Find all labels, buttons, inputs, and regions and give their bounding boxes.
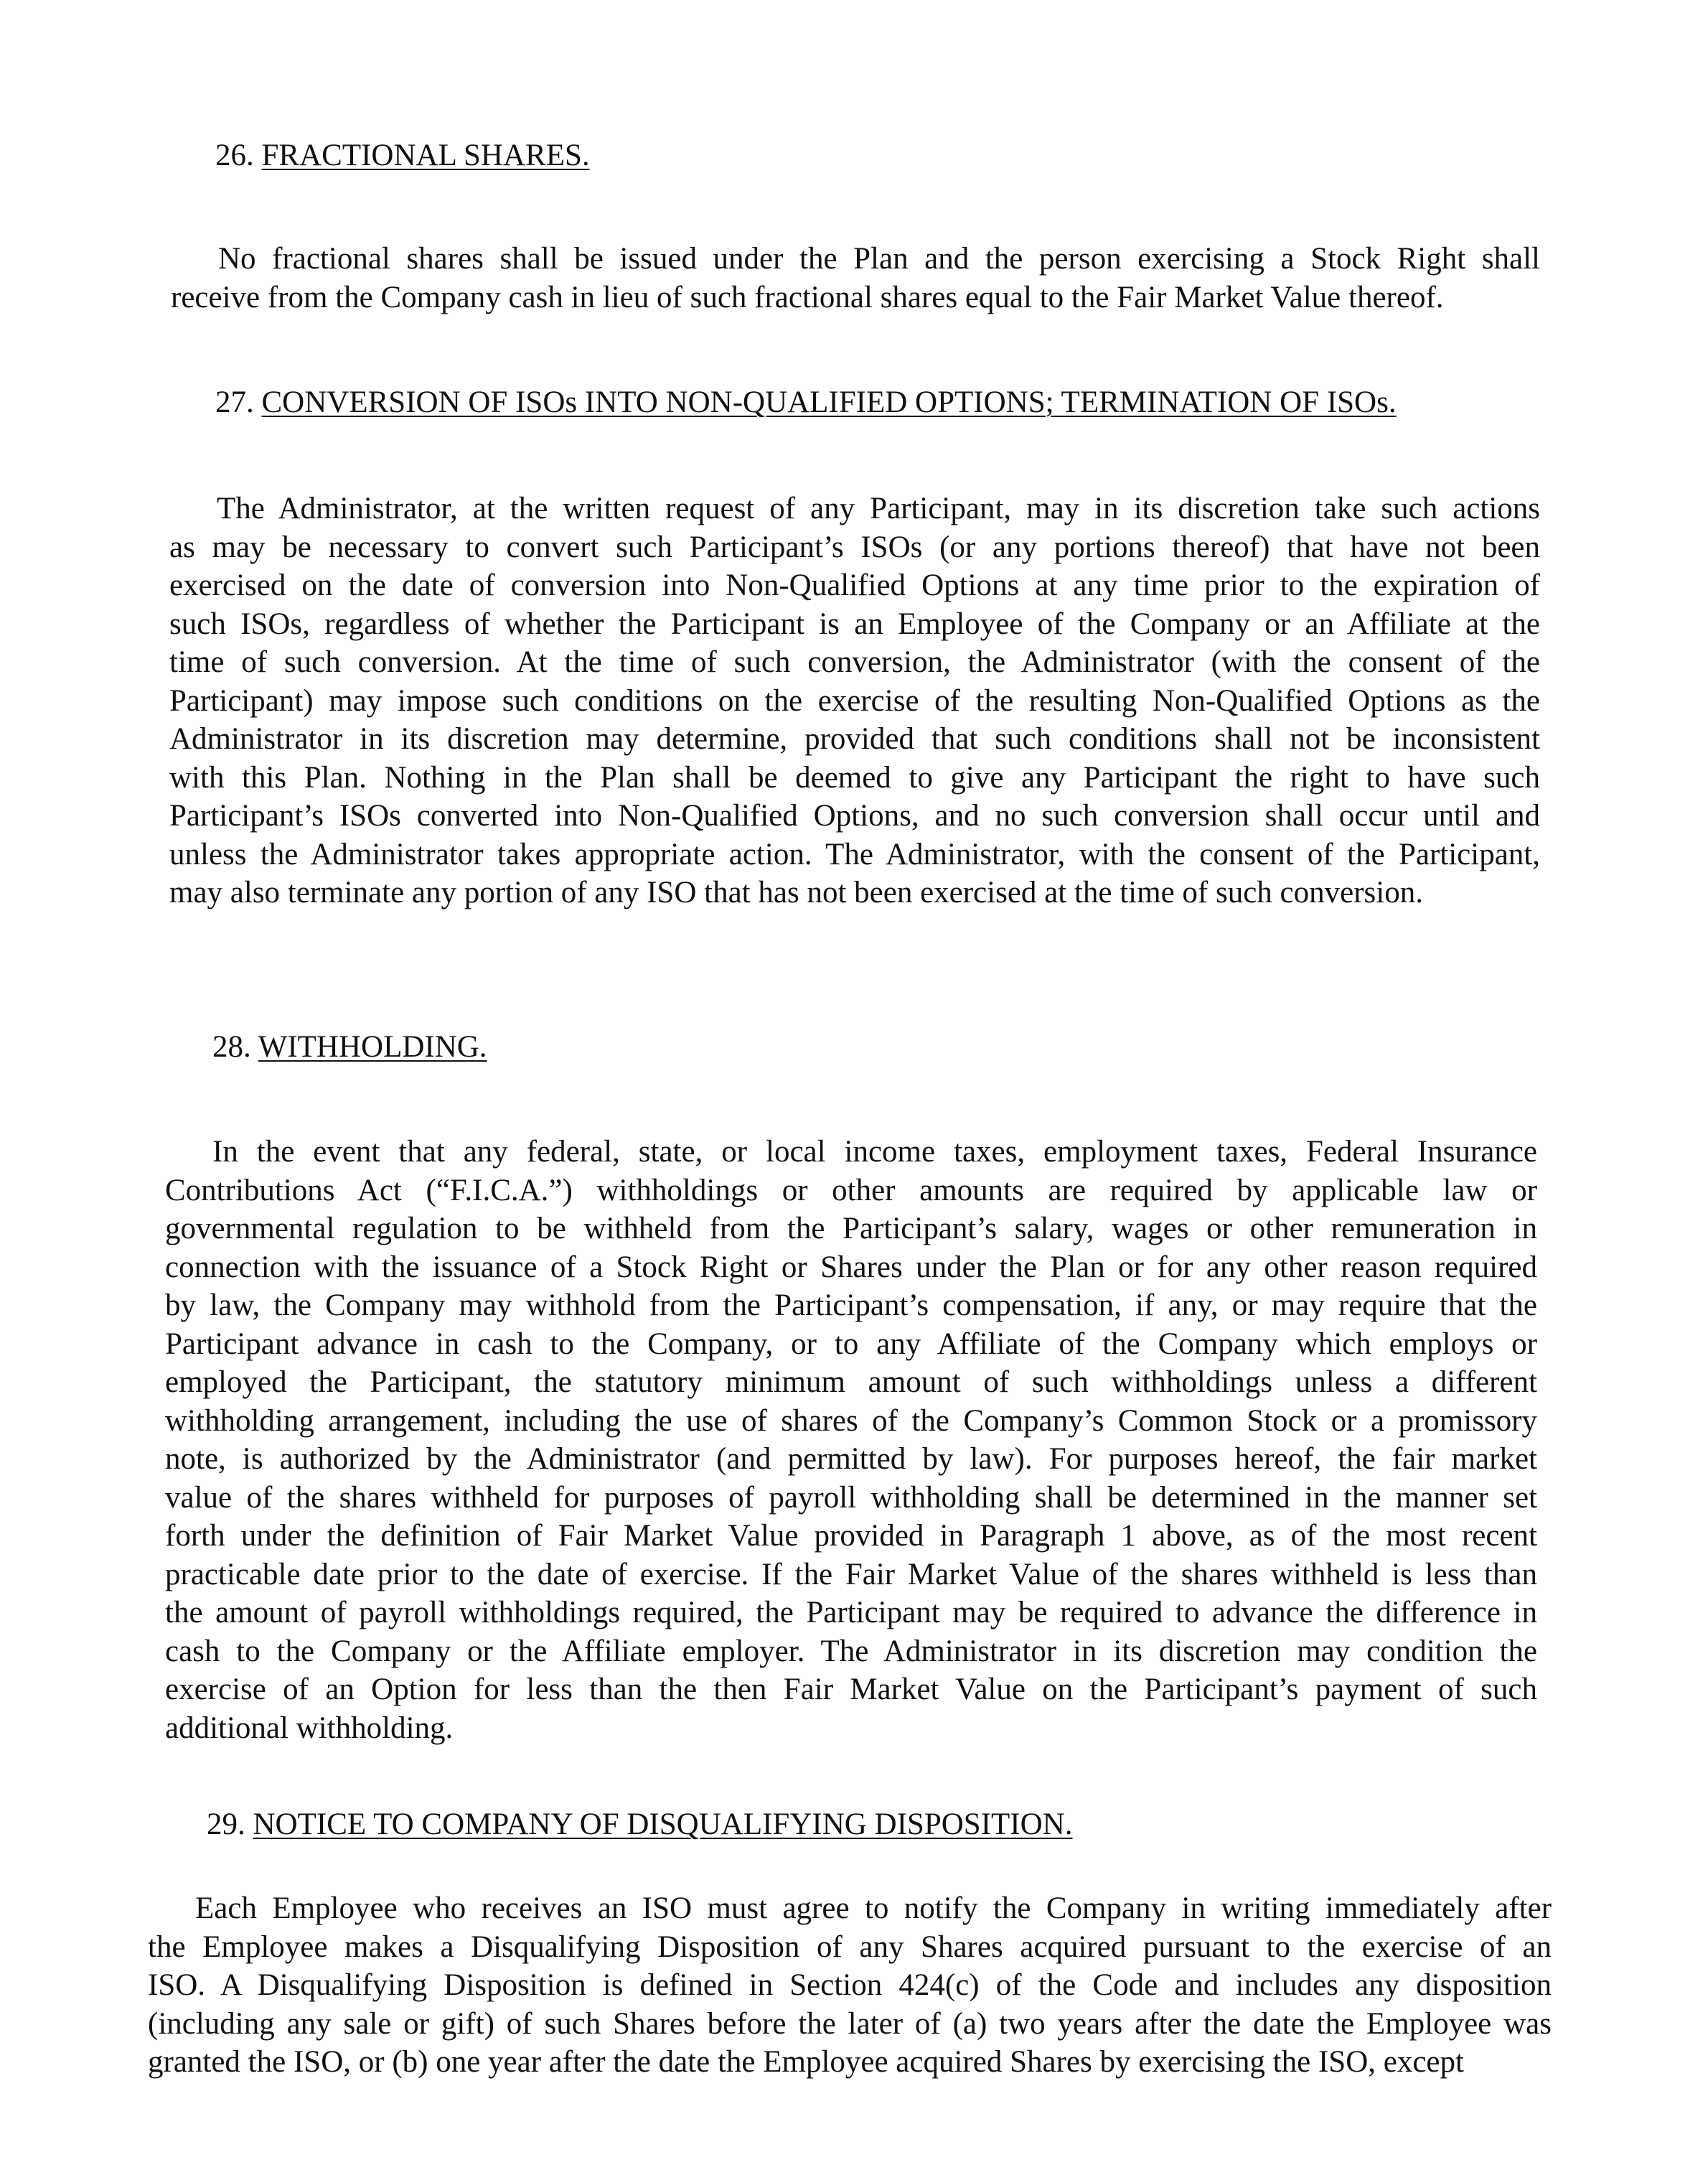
section-29-heading [207,1805,1072,1843]
section-number: 26. [215,139,254,172]
paragraph-line: exercised on the date of conversion into Non-Qualified Options at any time prior to the expiration of [169,569,1540,602]
paragraph-line: Administrator in its discretion may determine, provided that such conditions shall not be inconsistent [169,722,1540,756]
paragraph-line: additional withholding. [165,1711,454,1745]
section-28-paragraph [165,1133,1537,1747]
paragraph-line: forth under the definition of Fair Market Value provided in Paragraph 1 above, as of the most recent [165,1519,1537,1553]
paragraph-line: the Employee makes a Disqualifying Disposition of any Shares acquired pursuant to the exercise of an [148,1930,1552,1964]
paragraph-line: granted the ISO, or (b) one year after the date the Employee acquired Shares by exercising the ISO, except [148,2045,1464,2079]
paragraph-line: note, is authorized by the Administrator (and permitted by law). For purposes hereof, the fair market [165,1442,1537,1476]
section-number: 29. [207,1807,245,1841]
paragraph-line: connection with the issuance of a Stock Right or Shares under the Plan or for any other reason required [165,1250,1537,1284]
section-28-heading [212,1028,487,1066]
section-title: NOTICE TO COMPANY OF DISQUALIFYING DISPOSITION. [253,1807,1073,1841]
paragraph-line: Participant advance in cash to the Company, or to any Affiliate of the Company which employs or [165,1327,1537,1361]
section-title: CONVERSION OF ISOs INTO NON-QUALIFIED OPTIONS; TERMINATION OF ISOs. [261,385,1397,419]
section-title: WITHHOLDING. [258,1030,487,1064]
paragraph-line: may also terminate any portion of any ISO that has not been exercised at the time of such conversion. [169,876,1423,909]
paragraph-line: as may be necessary to convert such Participant’s ISOs (or any portions thereof) that have not been [169,530,1540,564]
paragraph-line: ISO. A Disqualifying Disposition is defined in Section 424(c) of the Code and includes any disposition [148,1968,1552,2002]
paragraph-line: exercise of an Option for less than the then Fair Market Value on the Participant’s payment of such [165,1673,1537,1706]
paragraph-line: Participant’s ISOs converted into Non-Qualified Options, and no such conversion shall occur until and [169,799,1540,833]
section-26-heading [215,136,590,174]
paragraph-line: cash to the Company or the Affiliate employer. The Administrator in its discretion may condition the [165,1634,1537,1668]
paragraph-line: such ISOs, regardless of whether the Participant is an Employee of the Company or an Affiliate at the [169,607,1540,641]
section-number: 27. [215,385,254,419]
paragraph-line: value of the shares withheld for purposes of payroll withholding shall be determined in the manner set [165,1480,1537,1515]
paragraph-line: withholding arrangement, including the use of shares of the Company’s Common Stock or a promissory [165,1403,1537,1438]
paragraph-line: by law, the Company may withhold from the Participant’s compensation, if any, or may require that the [165,1288,1537,1322]
paragraph-line: receive from the Company cash in lieu of such fractional shares equal to the Fair Market Value thereof. [171,280,1444,314]
paragraph-line: governmental regulation to be withheld from the Participant’s salary, wages or other remuneration in [165,1212,1537,1245]
paragraph-line: the amount of payroll withholdings required, the Participant may be required to advance the difference in [165,1596,1537,1629]
paragraph-line: Contributions Act (“F.I.C.A.”) withholdings or other amounts are required by applicable law or [165,1173,1537,1207]
paragraph-line: unless the Administrator takes appropriate action. The Administrator, with the consent of the Participant, [169,837,1540,871]
paragraph-line: (including any sale or gift) of such Shares before the later of (a) two years after the date the Employee was [148,2006,1552,2041]
section-29-paragraph [148,1889,1552,2082]
paragraph-line: The Administrator, at the written request of any Participant, may in its discretion take such actions [217,492,1540,525]
paragraph-line: time of such conversion. At the time of such conversion, the Administrator (with the consent of the [169,645,1540,679]
paragraph-line: employed the Participant, the statutory minimum amount of such withholdings unless a different [165,1365,1537,1399]
section-title: FRACTIONAL SHARES. [261,139,590,172]
paragraph-line: In the event that any federal, state, or local income taxes, employment taxes, Federal Insurance [212,1135,1537,1169]
section-number: 28. [212,1030,251,1064]
paragraph-line: No fractional shares shall be issued under the Plan and the person exercising a Stock Right shall [218,242,1540,276]
paragraph-line: with this Plan. Nothing in the Plan shall be deemed to give any Participant the right to have such [169,760,1540,795]
paragraph-line: Participant) may impose such conditions on the exercise of the resulting Non-Qualified Options as the [169,683,1540,718]
section-27-paragraph [169,490,1540,912]
paragraph-line: practicable date prior to the date of exercise. If the Fair Market Value of the shares withheld is less than [165,1557,1537,1591]
section-26-paragraph [171,240,1540,317]
paragraph-line: Each Employee who receives an ISO must agree to notify the Company in writing immediately after [195,1891,1552,1925]
section-27-heading [215,383,1397,421]
